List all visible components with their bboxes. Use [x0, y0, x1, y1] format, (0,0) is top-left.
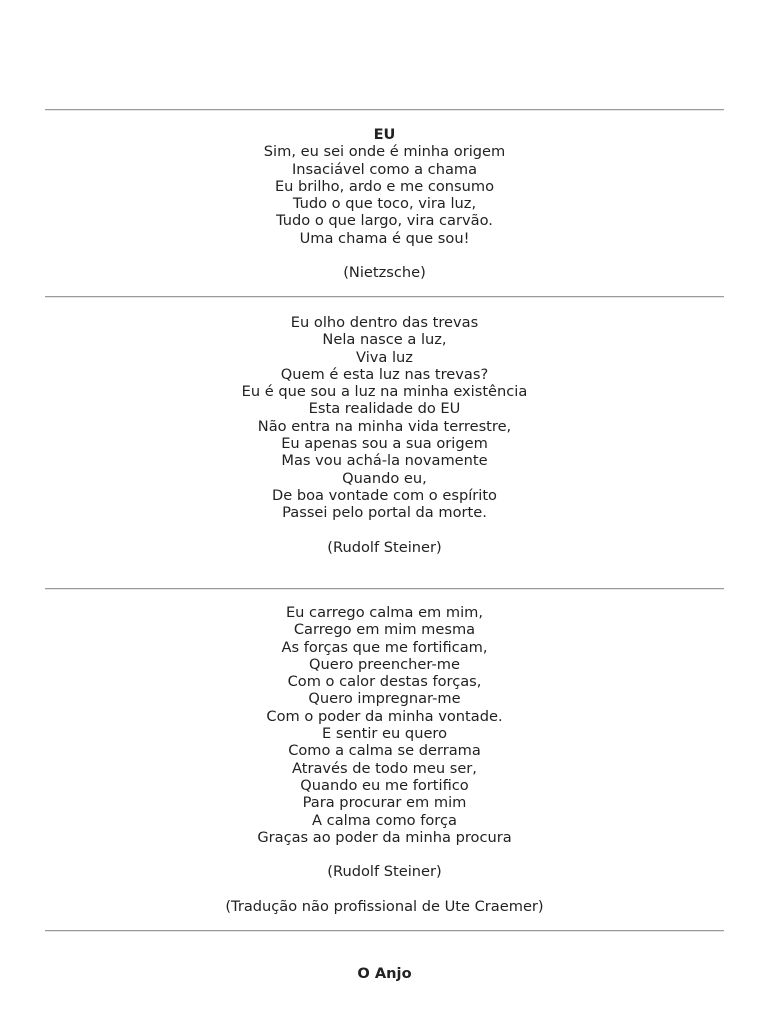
poem-calma — [45, 604, 724, 915]
poem-line: Com o poder da minha vontade. — [266, 707, 503, 725]
poem-line: Através de todo meu ser, — [292, 759, 477, 777]
poem-line: Quando eu me fortifico — [300, 776, 469, 794]
poem-line: Sim, eu sei onde é minha origem — [263, 143, 506, 161]
poem-line: Uma chama é que sou! — [299, 229, 470, 247]
poem-attribution: (Rudolf Steiner) — [327, 863, 442, 881]
poem-line: Tudo o que toco, vira luz, — [292, 195, 477, 213]
poem-trevas — [45, 314, 724, 556]
poem-line: Eu olho dentro das trevas — [290, 314, 479, 331]
poem-line: Quem é esta luz nas trevas? — [280, 365, 489, 383]
poem-line: Nela nasce a luz, — [322, 331, 447, 349]
divider-3 — [45, 930, 724, 932]
poem-line: Tudo o que largo, vira carvão. — [276, 212, 493, 230]
divider-1 — [45, 296, 724, 298]
next-poem-title: O Anjo — [357, 965, 412, 982]
poem-line: Com o calor destas forças, — [287, 673, 482, 691]
poem-line: Eu brilho, ardo e me consumo — [274, 177, 495, 195]
poem-line: As forças que me fortificam, — [281, 638, 488, 656]
poem-line: Eu é que sou a luz na minha existência — [241, 383, 528, 401]
stanza-gap — [45, 247, 724, 264]
poem-line: Quando eu, — [342, 469, 427, 487]
poem-line: Quero impregnar-me — [308, 690, 461, 708]
poem-line: Esta realidade do EU — [308, 400, 461, 418]
poem-line: Não entra na minha vida terrestre, — [257, 417, 512, 435]
poem-line: E sentir eu quero — [321, 725, 448, 743]
poem-line: Insaciável como a chama — [291, 160, 478, 178]
poem-line: Mas vou achá-la novamente — [281, 452, 488, 470]
stanza-gap — [45, 846, 724, 863]
poem-line: Para procurar em mim — [302, 794, 467, 812]
poem-attribution: (Nietzsche) — [343, 264, 426, 282]
poem-line: Carrego em mim mesma — [293, 621, 476, 639]
poem-line: Graças ao poder da minha procura — [257, 828, 512, 846]
stanza-gap — [45, 522, 724, 539]
poem-line: Quero preencher-me — [309, 655, 460, 673]
poem-line: De boa vontade com o espírito — [272, 486, 497, 504]
poem-line: Eu apenas sou a sua origem — [281, 435, 488, 453]
poem-title: EU — [373, 126, 396, 143]
poem-line: Passei pelo portal da morte. — [282, 504, 487, 522]
poem-line: Como a calma se derrama — [288, 742, 481, 760]
stanza-gap — [45, 881, 724, 898]
poem-line: Eu carrego calma em mim, — [285, 604, 484, 621]
poem-eu — [45, 126, 724, 282]
divider-2 — [45, 588, 724, 590]
poem-line: Viva luz — [356, 348, 413, 366]
poem-attribution: (Rudolf Steiner) — [327, 538, 442, 556]
translation-note: (Tradução não profissional de Ute Craemer) — [225, 898, 544, 916]
divider-top — [45, 109, 724, 111]
poem-line: A calma como força — [312, 811, 457, 829]
